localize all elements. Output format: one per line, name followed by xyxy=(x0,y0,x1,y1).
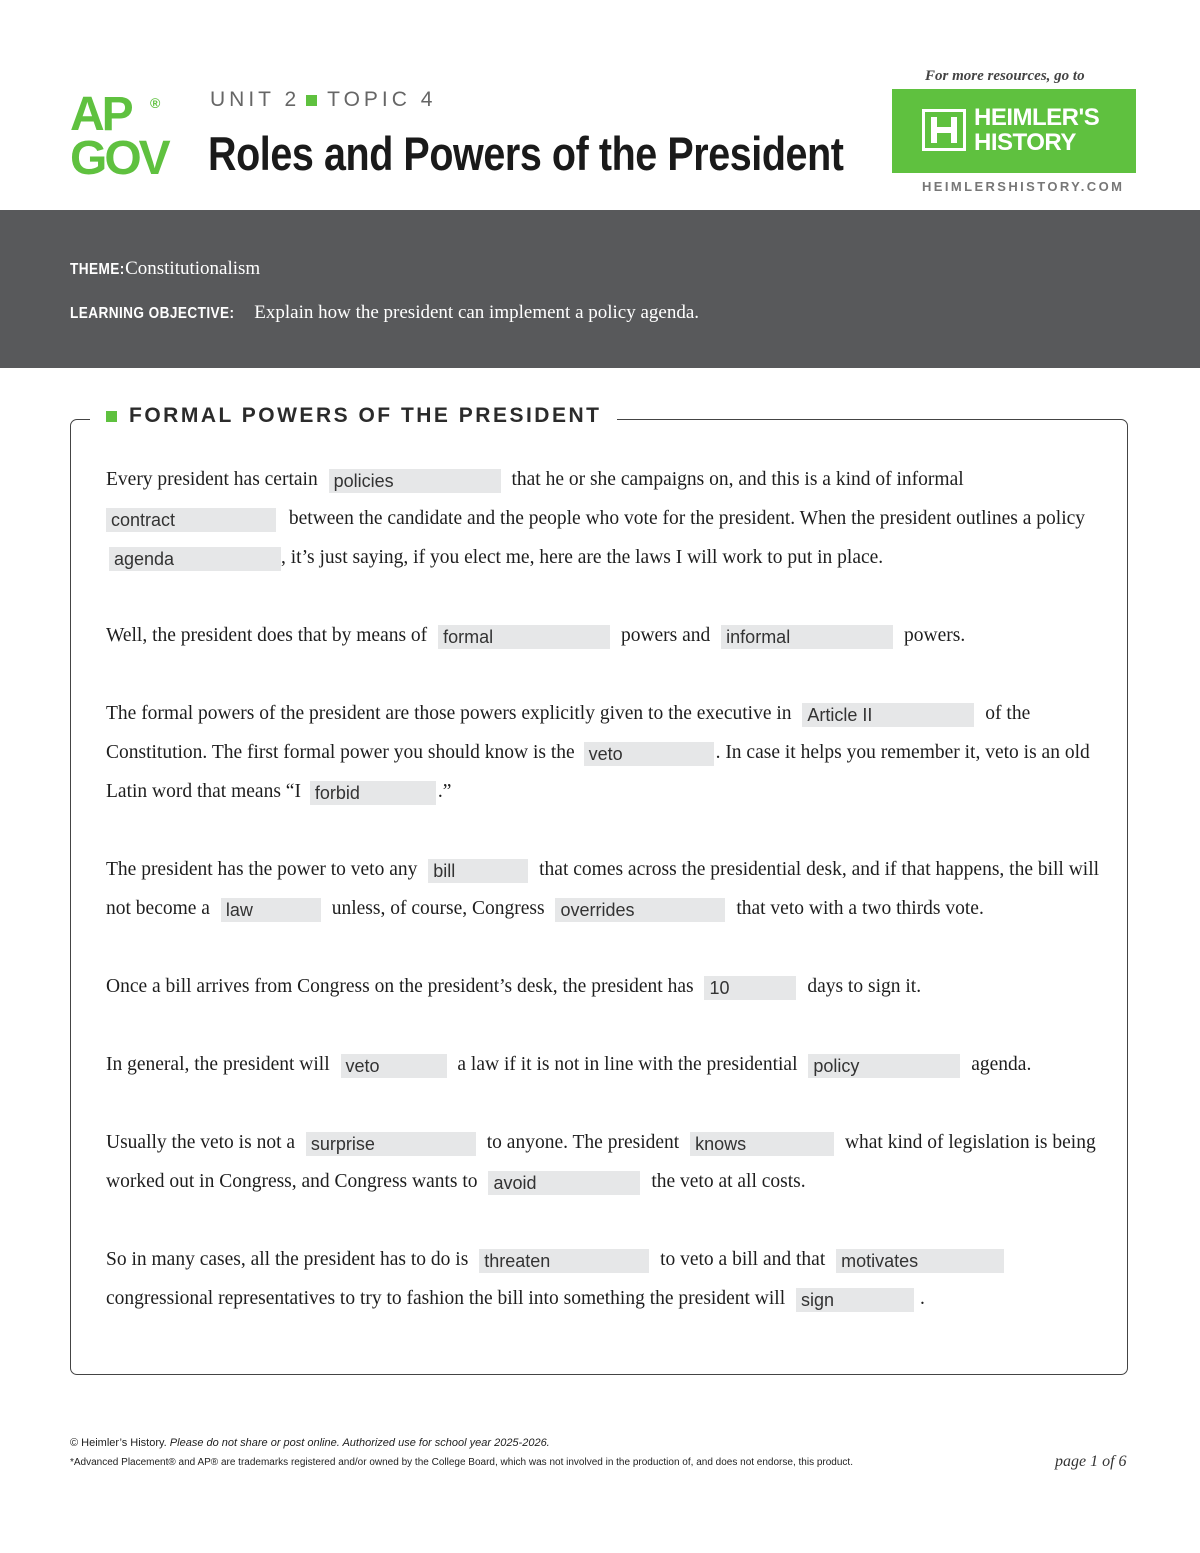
website-link[interactable]: HEIMLERSHISTORY.COM xyxy=(922,179,1125,194)
blank-forbid[interactable]: forbid xyxy=(310,781,436,805)
heimlers-h-mark-icon xyxy=(922,109,966,151)
paragraph-1 xyxy=(106,460,1106,577)
text: Usually the veto is not a xyxy=(106,1132,296,1153)
section-heading-text: FORMAL POWERS OF THE PRESIDENT xyxy=(129,404,602,427)
paragraph-3 xyxy=(106,694,1106,811)
text: a law if it is not in line with the presidential xyxy=(457,1054,798,1075)
theme-band xyxy=(0,210,1200,368)
objective-label: LEARNING OBJECTIVE: xyxy=(70,305,235,322)
footer-trademark: *Advanced Placement® and AP® are trademarks registered and/or owned by the College Board, which was not involved in the production of, and does not endorse, this product. xyxy=(70,1457,853,1468)
paragraph-5 xyxy=(106,967,1106,1006)
theme-value: Constitutionalism xyxy=(125,258,261,279)
blank-sign[interactable]: sign xyxy=(796,1288,914,1312)
paragraph-2 xyxy=(106,616,1106,655)
blank-surprise[interactable]: surprise xyxy=(306,1132,476,1156)
text: The president has the power to veto any xyxy=(106,859,418,880)
logo-line2: GOV xyxy=(70,132,168,176)
blank-10[interactable]: 10 xyxy=(704,976,796,1000)
blank-article-ii[interactable]: Article II xyxy=(802,703,974,727)
text: the veto at all costs. xyxy=(651,1171,806,1192)
blank-policy[interactable]: policy xyxy=(808,1054,960,1078)
text: , it’s just saying, if you elect me, here are the laws I will work to put in place. xyxy=(281,547,884,568)
notice-text: Please do not share or post online. Authorized use for school year 2025-2026. xyxy=(169,1437,550,1449)
page-title: Roles and Powers of the President xyxy=(208,127,844,180)
green-square-icon xyxy=(306,95,317,106)
text: to anyone. The president xyxy=(486,1132,680,1153)
paragraph-8 xyxy=(106,1240,1106,1318)
text: unless, of course, Congress xyxy=(331,898,545,919)
heimlers-history-logo[interactable] xyxy=(892,89,1136,173)
paragraph-7 xyxy=(106,1123,1106,1201)
text: In general, the president will xyxy=(106,1054,330,1075)
text: Once a bill arrives from Congress on the president’s desk, the president has xyxy=(106,976,694,997)
text: .” xyxy=(437,781,452,802)
blank-threaten[interactable]: threaten xyxy=(479,1249,649,1273)
copyright-text: © Heimler’s History. xyxy=(70,1437,167,1449)
text: that he or she campaigns on, and this is a kind of informal xyxy=(511,469,964,490)
text: what kind of legislation is being worked out in Congress, and Congress wants to xyxy=(106,1132,1096,1192)
logo-line1: AP xyxy=(70,88,131,141)
objective-row xyxy=(70,302,699,324)
blank-knows[interactable]: knows xyxy=(690,1132,834,1156)
text: that comes across the presidential desk, and if that happens, the bill will not become a xyxy=(106,859,1100,919)
blank-overrides[interactable]: overrides xyxy=(555,898,725,922)
blank-informal[interactable]: informal xyxy=(721,625,893,649)
worksheet-text xyxy=(106,460,1106,1357)
objective-value: Explain how the president can implement a policy agenda. xyxy=(254,302,700,323)
text: days to sign it. xyxy=(807,976,922,997)
text: powers and xyxy=(620,625,711,646)
resources-note: For more resources, go to xyxy=(925,68,1085,84)
section-heading xyxy=(90,404,617,428)
text: of the Constitution. The first formal power you should know is the xyxy=(106,703,1031,763)
text: So in many cases, all the president has to do is xyxy=(106,1249,469,1270)
unit-label: UNIT 2 xyxy=(210,88,301,111)
text: that veto with a two thirds vote. xyxy=(736,898,984,919)
brand-line1: HEIMLER'S xyxy=(974,104,1100,131)
text: congressional representatives to try to fashion the bill into something the president will xyxy=(106,1288,786,1309)
ap-gov-logo xyxy=(70,88,195,176)
paragraph-4 xyxy=(106,850,1106,928)
blank-agenda[interactable]: agenda xyxy=(109,547,281,571)
footer-copyright xyxy=(70,1437,550,1449)
text: agenda. xyxy=(971,1054,1032,1075)
blank-motivates[interactable]: motivates xyxy=(836,1249,1004,1273)
paragraph-6 xyxy=(106,1045,1106,1084)
text: between the candidate and the people who vote for the president. When the president outlines a policy xyxy=(288,508,1086,529)
blank-avoid[interactable]: avoid xyxy=(488,1171,640,1195)
blank-bill[interactable]: bill xyxy=(428,859,528,883)
blank-veto-2[interactable]: veto xyxy=(341,1054,447,1078)
blank-law[interactable]: law xyxy=(221,898,321,922)
unit-topic-line xyxy=(210,88,436,112)
text: . In case it helps you remember it, veto is an old Latin word that means “I xyxy=(106,742,1090,802)
brand-line2: HISTORY xyxy=(974,129,1076,156)
text: powers. xyxy=(904,625,966,646)
svg-text:®: ® xyxy=(150,95,161,111)
blank-policies[interactable]: policies xyxy=(329,469,501,493)
theme-label: THEME: xyxy=(70,261,125,278)
theme-row xyxy=(70,258,260,280)
text: . xyxy=(920,1288,925,1309)
topic-label: TOPIC 4 xyxy=(327,88,437,111)
text: Well, the president does that by means of xyxy=(106,625,428,646)
page-number: page 1 of 6 xyxy=(1055,1453,1127,1470)
blank-contract[interactable]: contract xyxy=(106,508,276,532)
text: to veto a bill and that xyxy=(660,1249,826,1270)
blank-veto[interactable]: veto xyxy=(584,742,714,766)
green-square-icon xyxy=(106,411,117,422)
text: The formal powers of the president are those powers explicitly given to the executive in xyxy=(106,703,792,724)
blank-formal[interactable]: formal xyxy=(438,625,610,649)
brand-name xyxy=(974,105,1099,155)
text: Every president has certain xyxy=(106,469,318,490)
